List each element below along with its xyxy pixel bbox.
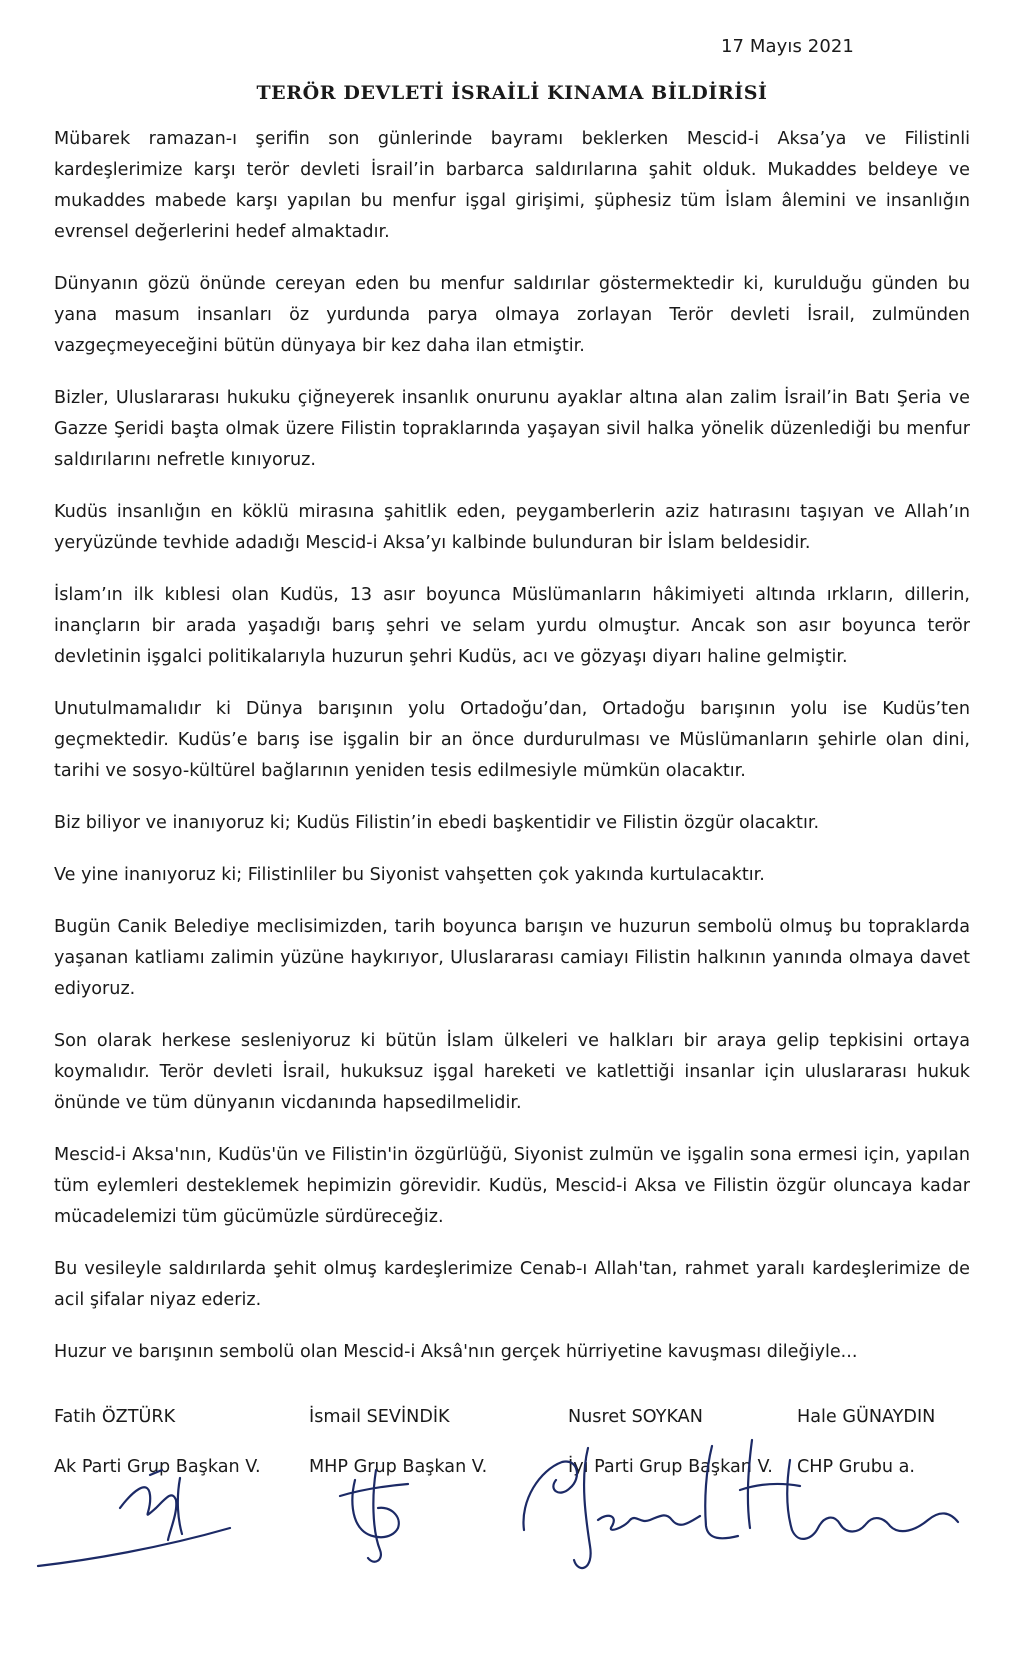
paragraph: Bizler, Uluslararası hukuku çiğneyerek insanlık onurunu ayaklar altına alan zalim İsrail’in Batı Şeria ve Gazze Şeridi başta olmak üzere Filistin topraklarında yaşayan sivil halka yönelik düzenlediği bu menfur saldırılarını nefretle kınıyoruz. [54,388,970,470]
paragraph: Ve yine inanıyoruz ki; Filistinliler bu Siyonist vahşetten çok yakında kurtulacaktır. [54,865,765,885]
signatory-name: Hale GÜNAYDIN [797,1407,936,1427]
paragraph: İslam’ın ilk kıblesi olan Kudüs, 13 asır boyunca Müslümanların hâkimiyeti altında ırkların, dillerin, inançların bir arada yaşadığı barış şehri ve selam yurdu olmuştur. Ancak son asır boyunca terör devletinin işgalci politikalarıyla huzurun şehri Kudüs, acı ve gözyaşı diyarı haline gelmiştir. [54,585,970,667]
signatory-role: CHP Grubu a. [797,1457,916,1477]
paragraph: Kudüs insanlığın en köklü mirasına şahitlik eden, peygamberlerin aziz hatırasını taşıyan ve Allah’ın yeryüzünde tevhide adadığı Mescid-i Aksa’yı kalbinde bulunduran bir İslam beldesidir. [54,502,970,553]
document-date: 17 Mayıs 2021 [720,36,854,57]
signatory-name: Nusret SOYKAN [568,1407,703,1427]
signatory-1 [54,1402,261,1482]
paragraph: Mescid-i Aksa'nın, Kudüs'ün ve Filistin'in özgürlüğü, Siyonist zulmün ve işgalin sona ermesi için, yapılan tüm eylemleri desteklemek hepimizin görevidir. Kudüs, Mescid-i Aksa ve Filistin özgür oluncaya kadar mücadelemizi tüm gücümüzle sürdüreceğiz. [54,1145,970,1227]
signatory-role: MHP Grup Başkan V. [309,1457,488,1477]
document-title: TERÖR DEVLETİ İSRAİLİ KINAMA BİLDİRİSİ [256,82,768,104]
paragraph: Bugün Canik Belediye meclisimizden, tarih boyunca barışın ve huzurun sembolü olmuş bu topraklarda yaşanan katliamı zalimin yüzüne haykırıyor, Uluslararası camiayı Filistin halkının yanında olmaya davet ediyoruz. [54,917,970,999]
signatory-role: İyi Parti Grup Başkan V. [568,1457,773,1477]
paragraph: Dünyanın gözü önünde cereyan eden bu menfur saldırılar göstermektedir ki, kurulduğu günden bu yana masum insanları öz yurdunda parya olmaya zorlayan Terör devleti İsrail, zulmünden vazgeçmeyeceğini bütün dünyaya bir kez daha ilan etmiştir. [54,274,970,356]
paragraph: Huzur ve barışının sembolü olan Mescid-i Aksâ'nın gerçek hürriyetine kavuşması dileğiyle... [54,1342,858,1362]
signatory-name: İsmail SEVİNDİK [309,1407,450,1427]
paragraph: Bu vesileyle saldırılarda şehit olmuş kardeşlerimize Cenab-ı Allah'tan, rahmet yaralı kardeşlerimize de acil şifalar niyaz ederiz. [54,1259,970,1310]
paragraph: Son olarak herkese sesleniyoruz ki bütün İslam ülkeleri ve halkları bir araya gelip tepkisini ortaya koymalıdır. Terör devleti İsrail, hukuksuz işgal hareketi ve katlettiği insanlar için uluslararası hukuk önünde ve tüm dünyanın vicdanında hapsedilmelidir. [54,1031,970,1113]
signatory-role: Ak Parti Grup Başkan V. [54,1457,261,1477]
signatory-name: Fatih ÖZTÜRK [54,1407,176,1427]
paragraph: Biz biliyor ve inanıyoruz ki; Kudüs Filistin’in ebedi başkentidir ve Filistin özgür olacaktır. [54,813,820,833]
signatories-block [0,1402,1024,1642]
paragraph: Unutulmamalıdır ki Dünya barışının yolu Ortadoğu’dan, Ortadoğu barışının yolu ise Kudüs’ten geçmektedir. Kudüs’e barış ise işgalin bir an önce durdurulması ve Müslümanların şehirle olan dini, tarihi ve sosyo-kültürel bağlarının yeniden tesis edilmesiyle mümkün olacaktır. [54,699,970,781]
paragraph: Mübarek ramazan-ı şerifin son günlerinde bayramı beklerken Mescid-i Aksa’ya ve Filistinli kardeşlerimize karşı terör devleti İsrail’in barbarca saldırılarına şahit olduk. Mukaddes beldeye ve mukaddes mabede karşı yapılan bu menfur işgal girişimi, şüphesiz tüm İslam âlemini ve insanlığın evrensel değerlerini hedef almaktadır. [54,129,970,242]
document-body [54,124,970,1389]
signatory-2 [309,1402,487,1482]
signatory-3 [568,1402,773,1482]
signatory-4 [797,1402,935,1482]
